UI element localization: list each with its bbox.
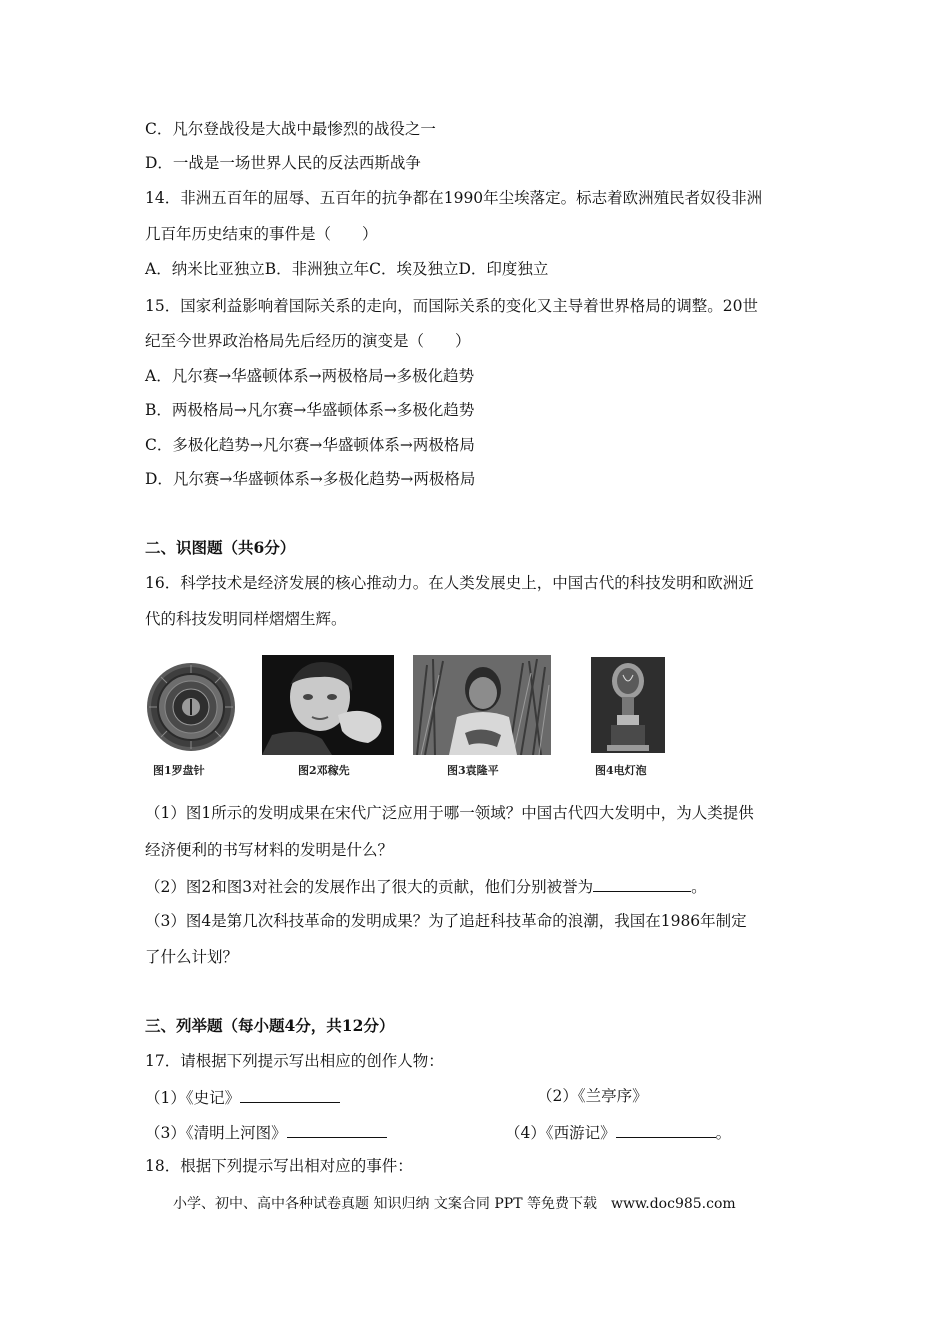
q17-item-4 [505, 1121, 731, 1143]
q17-stem: 17．请根据下列提示写出相应的创作人物： [145, 1052, 444, 1070]
deng-jiaxian-photo [262, 655, 394, 755]
figure-4-caption: 图4电灯泡 [595, 764, 647, 777]
light-bulb-image [585, 655, 670, 755]
q15-option-a: A．凡尔赛→华盛顿体系→两极格局→多极化趋势 [145, 367, 475, 385]
q15-option-b: B．两极格局→凡尔赛→华盛顿体系→多极化趋势 [145, 401, 475, 419]
answer-blank[interactable] [616, 1121, 716, 1138]
answer-blank[interactable] [593, 875, 691, 892]
figure-3-caption: 图3袁隆平 [447, 764, 499, 777]
q14-stem-line2: 几百年历史结束的事件是（ ） [145, 225, 378, 243]
q16-sub2-end: 。 [691, 878, 707, 896]
q16-sub2 [145, 875, 707, 897]
q18-stem: 18．根据下列提示写出相对应的事件： [145, 1157, 413, 1175]
q15-option-d: D．凡尔赛→华盛顿体系→多极化趋势→两极格局 [145, 470, 476, 488]
q16-sub1-line1: （1）图1所示的发明成果在宋代广泛应用于哪一领域？中国古代四大发明中，为人类提供 [145, 804, 754, 822]
yuan-longping-photo [413, 655, 551, 755]
q17-item-1 [145, 1086, 340, 1108]
q17-item-2: （2）《兰亭序》 [537, 1087, 648, 1105]
q13-option-d: D．一战是一场世界人民的反法西斯战争 [145, 154, 421, 172]
q17-item-3 [145, 1121, 387, 1143]
compass-image [145, 655, 240, 755]
q14-stem-line1: 14．非洲五百年的屈辱、五百年的抗争都在1990年尘埃落定。标志着欧洲殖民者奴役非洲 [145, 189, 763, 207]
page-footer: 小学、初中、高中各种试卷真题 知识归纳 文案合同 PPT 等免费下载 www.doc985.com [173, 1196, 736, 1212]
q17-item-4-end: 。 [715, 1124, 732, 1142]
q15-stem-line2: 纪至今世界政治格局先后经历的演变是（ ） [145, 332, 471, 350]
q16-sub1-line2: 经济便利的书写材料的发明是什么？ [145, 841, 394, 859]
q17-item-4-text: （4）《西游记》 [505, 1124, 616, 1142]
q16-stem-line1: 16．科学技术是经济发展的核心推动力。在人类发展史上，中国古代的科技发明和欧洲近 [145, 574, 754, 592]
q15-option-c: C．多极化趋势→凡尔赛→华盛顿体系→两极格局 [145, 436, 475, 454]
q16-stem-line2: 代的科技发明同样熠熠生辉。 [145, 610, 347, 628]
q16-sub2-text: （2）图2和图3对社会的发展作出了很大的贡献，他们分别被誉为 [145, 878, 594, 896]
q15-stem-line1: 15．国家利益影响着国际关系的走向，而国际关系的变化又主导着世界格局的调整。20世 [145, 297, 758, 315]
q17-item-3-text: （3）《清明上河图》 [145, 1124, 287, 1142]
figure-1-caption: 图1罗盘针 [153, 764, 205, 777]
q14-options: A．纳米比亚独立B．非洲独立年C．埃及独立D．印度独立 [145, 260, 549, 278]
answer-blank[interactable] [287, 1121, 387, 1138]
q16-sub3-line2: 了什么计划？ [145, 948, 239, 966]
q17-item-1-text: （1）《史记》 [145, 1089, 241, 1107]
figure-2-caption: 图2邓稼先 [298, 764, 350, 777]
answer-blank[interactable] [240, 1086, 340, 1103]
section2-heading: 二、识图题（共6分） [145, 538, 296, 557]
q13-option-c: C．凡尔登战役是大战中最惨烈的战役之一 [145, 120, 436, 138]
section3-heading: 三、列举题（每小题4分，共12分） [145, 1016, 395, 1035]
q16-sub3-line1: （3）图4是第几次科技革命的发明成果？为了追赶科技革命的浪潮，我国在1986年制定 [145, 912, 747, 930]
figure-row [145, 655, 685, 780]
